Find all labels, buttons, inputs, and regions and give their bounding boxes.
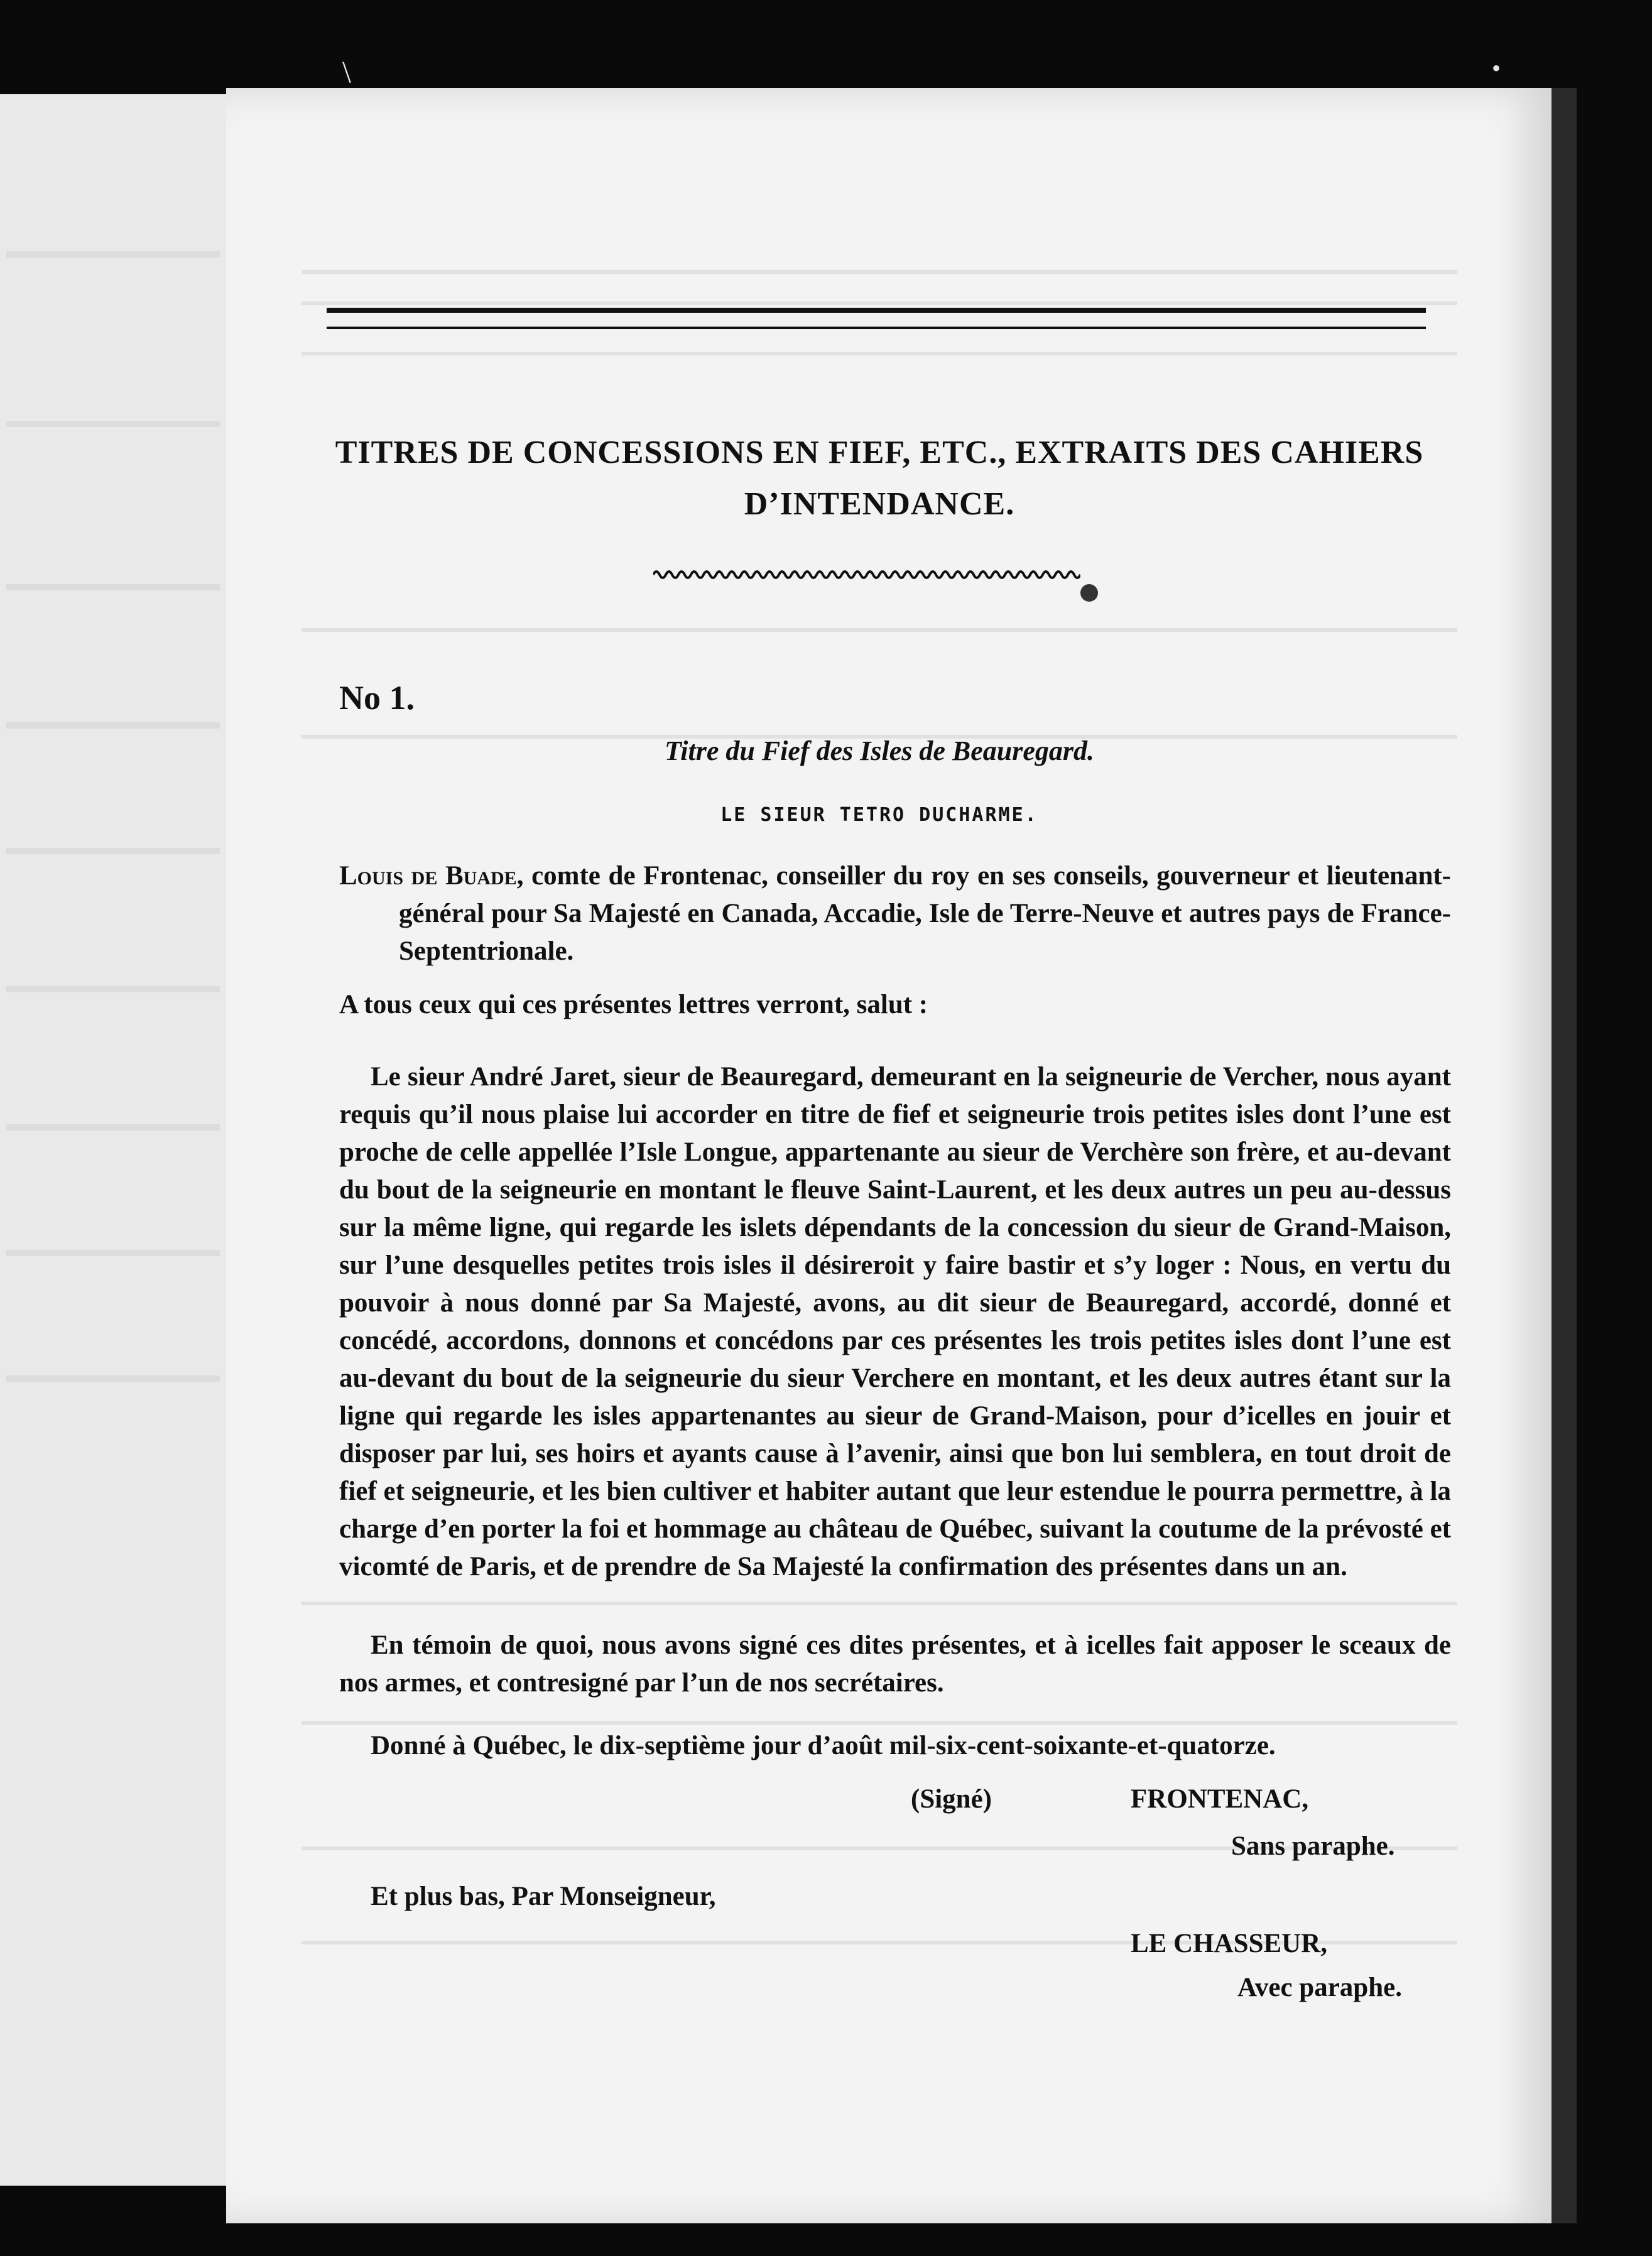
title-line-1: TITRES DE CONCESSIONS EN FIEF, ETC., EXTRAITS DES CAHIERS bbox=[335, 435, 1424, 470]
ink-stain bbox=[1080, 584, 1098, 602]
wavy-divider bbox=[653, 565, 1080, 584]
cosigner-name: LE CHASSEUR, bbox=[1131, 1929, 1328, 1958]
document-number: No 1. bbox=[339, 679, 415, 717]
document-subtitle: Titre du Fief des Isles de Beauregard. bbox=[665, 735, 1094, 766]
top-double-rule bbox=[327, 308, 1426, 329]
previous-page-edge bbox=[0, 94, 226, 2186]
signer-name: FRONTENAC, bbox=[1131, 1784, 1309, 1814]
document-page bbox=[226, 88, 1577, 2223]
party-name: LE SIEUR TETRO DUCHARME. bbox=[720, 804, 1038, 826]
grantor-text: , comte de Frontenac, conseiller du roy en ses conseils, gouverneur et lieutenant-général pour Sa Majesté en Canada, Accadie, Isle de Terre-Neuve et autres pays de France-Septentrionale. bbox=[399, 861, 1451, 966]
lower-line: Et plus bas, Par Monseigneur, bbox=[371, 1882, 716, 1911]
scan-speck: \ bbox=[342, 54, 351, 89]
grantor-name: Louis de Buade bbox=[339, 861, 517, 891]
signer-note: Sans paraphe. bbox=[1231, 1831, 1395, 1861]
main-paragraph bbox=[339, 1058, 1451, 1586]
signed-label: (Signé) bbox=[911, 1784, 992, 1814]
salutation-text: A tous ceux qui ces présentes lettres verront, salut : bbox=[339, 990, 928, 1019]
document-title bbox=[320, 427, 1438, 530]
grantor-paragraph bbox=[339, 857, 1451, 970]
cosigner-note: Avec paraphe. bbox=[1237, 1973, 1402, 2002]
scan-speck: • bbox=[1492, 54, 1501, 82]
title-line-2: D’INTENDANCE. bbox=[744, 486, 1015, 522]
donne-paragraph bbox=[339, 1727, 1451, 1765]
donne-text: Donné à Québec, le dix-septième jour d’août mil-six-cent-soixante-et-quatorze. bbox=[371, 1731, 1276, 1760]
main-paragraph-text: Le sieur André Jaret, sieur de Beauregard, demeurant en la seigneurie de Vercher, nous ayant requis qu’il nous plaise lui accorder en titre de fief et seigneurie trois petites isles dont l’une est proche de celle appellée l’Isle Longue, appartenante au sieur de Verchère son frère, et au-devant du bout de la seigneurie en montant le fleuve Saint-Laurent, et les deux autres un peu au-dessus sur la même ligne, qui regarde les islets dépendants de la concession du sieur de Grand-Maison, sur l’une desquelles petites trois isles il désireroit y faire bastir et s’y loger : Nous, en vertu du pouvoir à nous donné par Sa Majesté, avons, au dit sieur de Beauregard, accordé, donné et concédé, accordons, donnons et concédons par ces présentes les trois petites isles dont l’une est au-devant du bout de la seigneurie du sieur Verchere en montant, et les deux autres étant sur la ligne qui regarde les isles appartenantes au sieur de Grand-Maison, pour d’icelles en jouir et disposer par lui, ses hoirs et ayants cause à l’avenir, ainsi que bon lui semblera, en tout droit de fief et seigneurie, et les bien cultiver et habiter autant que leur estendue le pourra permettre, à la charge d’en porter la foi et hommage au château de Québec, suivant la coutume de la prévosté et vicomté de Paris, et de prendre de Sa Majesté la confirmation des présentes dans un an. bbox=[339, 1062, 1451, 1581]
temoin-text: En témoin de quoi, nous avons signé ces dites présentes, et à icelles fait apposer le sceaux de nos armes, et contresigné par l’un de nos secrétaires. bbox=[339, 1630, 1451, 1698]
temoin-paragraph bbox=[339, 1627, 1451, 1702]
salutation bbox=[339, 986, 1451, 1024]
